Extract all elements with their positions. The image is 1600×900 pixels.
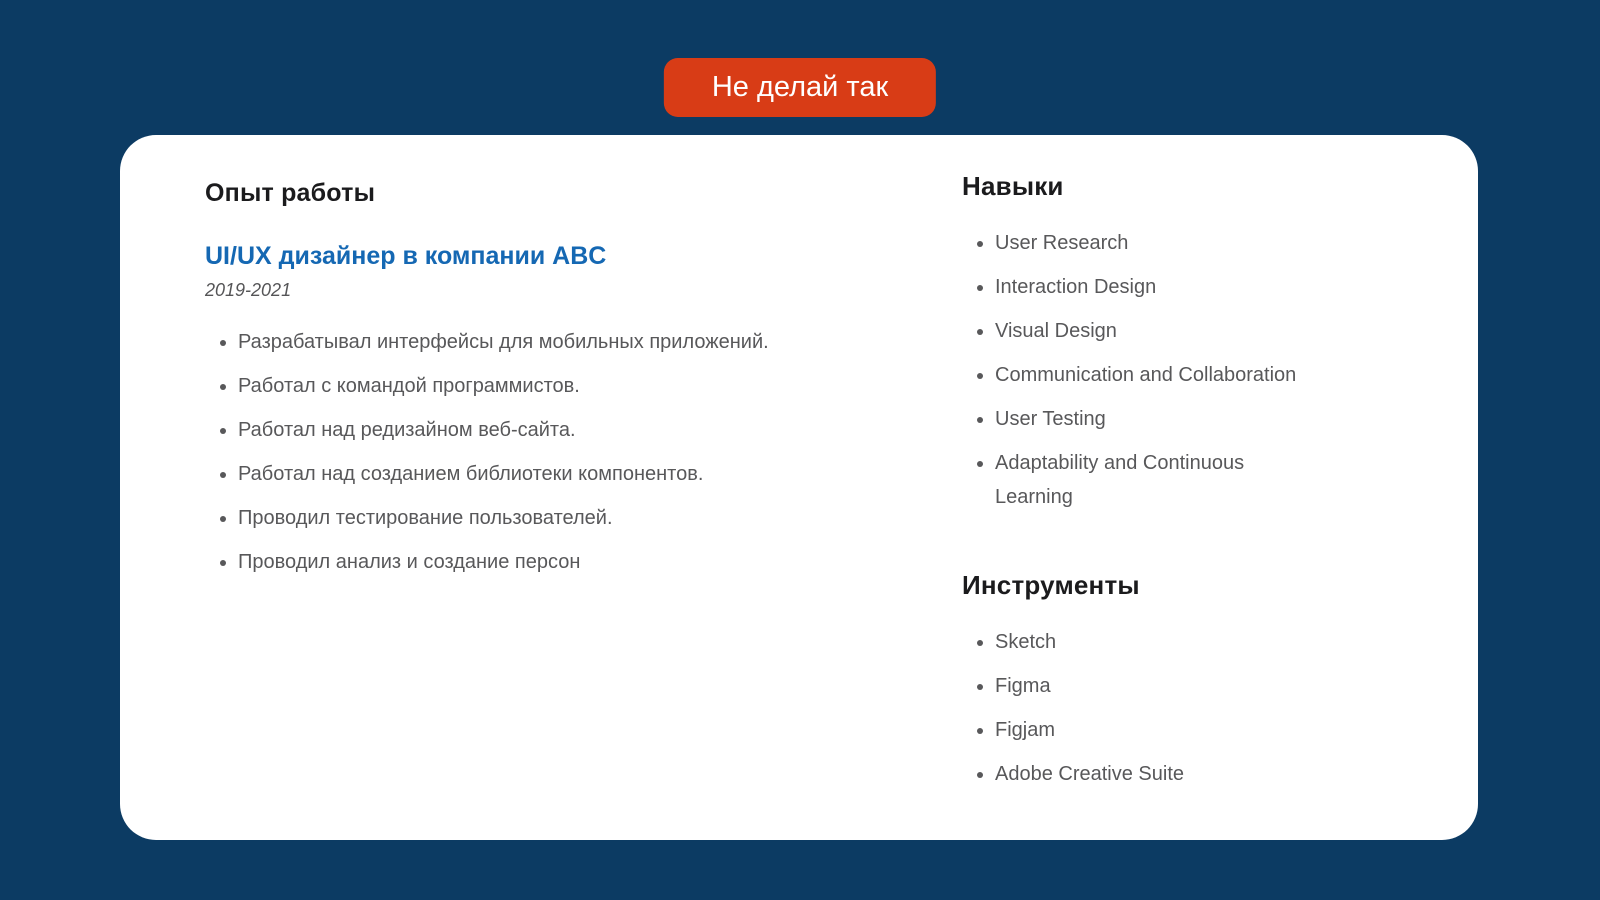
list-item: • Adaptability and Continuous Learning (995, 446, 1307, 514)
list-item: • Проводил тестирование пользователей. (238, 501, 905, 535)
list-item: • Работал над редизайном веб-сайта. (238, 413, 905, 447)
skills-heading: Навыки (962, 171, 1064, 201)
job-period: 2019-2021 (205, 280, 292, 300)
list-item: • Работал над созданием библиотеки компонентов. (238, 457, 905, 491)
list-item: • Interaction Design (995, 270, 1307, 304)
tools-heading: Инструменты (962, 570, 1140, 600)
list-item: • User Testing (995, 402, 1307, 436)
list-item: • Visual Design (995, 314, 1307, 348)
list-item: • Adobe Creative Suite (995, 757, 1392, 791)
skills-list (962, 226, 1307, 514)
tools-list (962, 625, 1392, 791)
list-item: • Разрабатывал интерфейсы для мобильных приложений. (238, 325, 905, 359)
list-item: • Figjam (995, 713, 1392, 747)
list-item: • Figma (995, 669, 1392, 703)
list-item: • Работал с командой программистов. (238, 369, 905, 403)
list-item: • Sketch (995, 625, 1392, 659)
experience-section (205, 179, 905, 589)
list-item: • Проводил анализ и создание персон (238, 545, 905, 579)
experience-heading: Опыт работы (205, 179, 376, 207)
skills-tools-section (962, 171, 1392, 801)
experience-bullet-list (205, 325, 905, 579)
job-title: UI/UX дизайнер в компании ABC (205, 242, 607, 270)
dont-do-this-button[interactable]: Не делай так (664, 58, 936, 117)
list-item: • Communication and Collaboration (995, 358, 1307, 392)
list-item: • User Research (995, 226, 1307, 260)
resume-card (120, 135, 1478, 840)
